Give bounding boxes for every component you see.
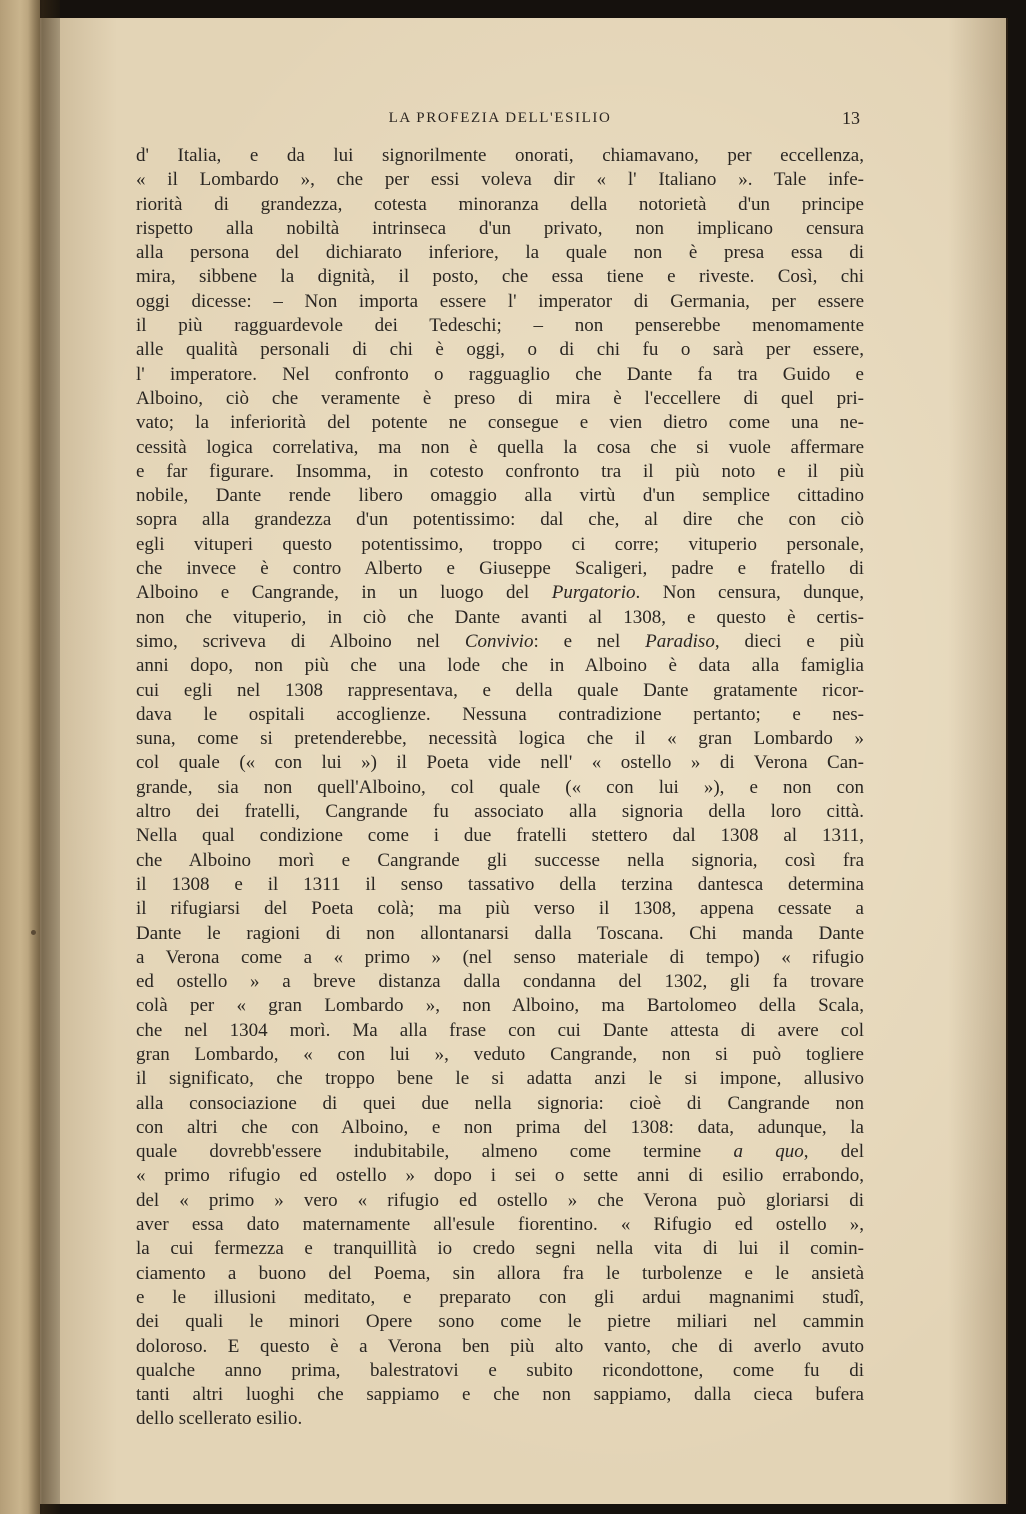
- text-line: cui egli nel 1308 rappresentava, e della quale Dante gratamente ricor-: [136, 679, 864, 701]
- text-line: con altri che con Alboino, e non prima del 1308: data, adunque, la: [136, 1116, 864, 1138]
- text-line: il 1308 e il 1311 il senso tassativo della terzina dantesca determina: [136, 873, 864, 895]
- text-line: Dante le ragioni di non allontanarsi dalla Toscana. Chi manda Dante: [136, 922, 864, 944]
- text-line: Nella qual condizione come i due fratelli stettero dal 1308 al 1311,: [136, 825, 864, 847]
- text-line: sopra alla grandezza d'un potentissimo: dal che, al dire che con ciò: [136, 509, 864, 531]
- text-line: tanti altri luoghi che sappiamo e che non sappiamo, dalla cieca bufera: [136, 1384, 864, 1406]
- text-line: Alboino e Cangrande, in un luogo del Purgatorio. Non censura, dunque,: [136, 582, 864, 604]
- text-line: suna, come si pretenderebbe, necessità logica che il « gran Lombardo »: [136, 728, 864, 750]
- italic-title: Convivio: [464, 630, 534, 652]
- text-line: alla consociazione di quei due nella signoria: cioè di Cangrande non: [136, 1092, 864, 1114]
- italic-title: Purgatorio: [551, 582, 636, 604]
- text-line: e le illusioni meditato, e preparato con gli ardui magnanimi studî,: [136, 1286, 864, 1308]
- text-line: il più ragguardevole dei Tedeschi; – non penserebbe menomamente: [136, 315, 864, 337]
- text-line: d' Italia, e da lui signorilmente onorati, chiamavano, per eccellenza,: [136, 145, 864, 166]
- text-line: anni dopo, non più che una lode che in Alboino è data alla famiglia: [136, 655, 864, 677]
- running-title: LA PROFEZIA DELL'ESILIO: [388, 110, 612, 126]
- text-line: mira, sibbene la dignità, il posto, che essa tiene e riveste. Così, chi: [136, 266, 864, 288]
- page-sheet: [40, 18, 1006, 1504]
- text-line: che Alboino morì e Cangrande gli successe nella signoria, così fra: [136, 849, 864, 871]
- text-line: vato; la inferiorità del potente ne consegue e vien dietro come una ne-: [136, 412, 864, 434]
- text-line: « il Lombardo », che per essi voleva dir « l' Italiano ». Tale infe-: [136, 169, 864, 191]
- text-line: il significato, che troppo bene le si adatta anzi le si impone, allusivo: [136, 1068, 864, 1090]
- text-line: la cui fermezza e tranquillità io credo segni nella vita di lui il comin-: [136, 1238, 864, 1260]
- text-line: quale dovrebb'essere indubitabile, almeno come termine a quo, del: [136, 1141, 864, 1163]
- text-line: colà per « gran Lombardo », non Alboino, ma Bartolomeo della Scala,: [136, 995, 864, 1017]
- text-line: aver essa dato maternamente all'esule fiorentino. « Rifugio ed ostello »,: [136, 1214, 864, 1236]
- text-line: dello scellerato esilio.: [136, 1408, 303, 1430]
- text-line: che invece è contro Alberto e Giuseppe Scaligeri, padre e fratello di: [136, 558, 864, 580]
- italic-title: Paradiso: [645, 630, 715, 652]
- text-line: egli vituperi questo potentissimo, troppo ci corre; vituperio personale,: [136, 533, 864, 555]
- text-line: nobile, Dante rende libero omaggio alla virtù d'un semplice cittadino: [136, 485, 864, 507]
- text-line: oggi dicesse: – Non importa essere l' imperator di Germania, per essere: [136, 290, 864, 312]
- text-line: grande, sia non quell'Alboino, col quale (« con lui »), e non con: [136, 776, 864, 798]
- text-line: qualche anno prima, balestratovi e subito ricondottone, come fu di: [136, 1359, 864, 1381]
- text-line: doloroso. E questo è a Verona ben più alto vanto, che di averlo avuto: [136, 1335, 864, 1357]
- text-line: e far figurare. Insomma, in cotesto confronto tra il più noto e il più: [136, 460, 864, 482]
- text-line: alla persona del dichiarato inferiore, la quale non è presa essa di: [136, 242, 864, 264]
- text-line: a Verona come a « primo » (nel senso materiale di tempo) « rifugio: [136, 946, 864, 968]
- text-line: alle qualità personali di chi è oggi, o di chi fu o sarà per essere,: [136, 339, 864, 361]
- text-line: il rifugiarsi del Poeta colà; ma più verso il 1308, appena cessate a: [136, 898, 864, 920]
- text-line: non che vituperio, in ciò che Dante avanti al 1308, e questo è certis-: [136, 606, 864, 628]
- page-number: 13: [842, 108, 860, 128]
- text-line: altro dei fratelli, Cangrande fu associato alla signoria della loro città.: [136, 801, 864, 823]
- text-line: simo, scriveva di Alboino nel Convivio: e nel Paradiso, dieci e più: [136, 630, 864, 652]
- text-line: ed ostello » a breve distanza dalla condanna del 1302, gli fa trovare: [136, 971, 864, 993]
- margin-mark: [31, 930, 36, 935]
- body-text: [136, 144, 864, 1432]
- text-line: l' imperatore. Nel confronto o ragguaglio che Dante fa tra Guido e: [136, 363, 864, 385]
- binding-gutter: [28, 0, 60, 1514]
- text-line: dava le ospitali accoglienze. Nessuna contradizione pertanto; e nes-: [136, 703, 864, 725]
- text-line: col quale (« con lui ») il Poeta vide nell' « ostello » di Verona Can-: [136, 752, 864, 774]
- text-line: « primo rifugio ed ostello » dopo i sei o sette anni di esilio errabondo,: [136, 1165, 864, 1187]
- running-head: [140, 92, 860, 140]
- italic-title: a quo: [733, 1141, 804, 1163]
- text-line: del « primo » vero « rifugio ed ostello » che Verona può gloriarsi di: [136, 1189, 864, 1211]
- text-line: riorità di grandezza, cotesta minoranza della notorietà d'un principe: [136, 193, 864, 215]
- text-line: gran Lombardo, « con lui », veduto Cangrande, non si può togliere: [136, 1043, 864, 1065]
- text-line: dei quali le minori Opere sono come le pietre miliari nel cammin: [136, 1311, 864, 1333]
- text-line: Alboino, ciò che veramente è preso di mira è l'eccellere di quel pri-: [136, 387, 864, 409]
- text-line: ciamento a buono del Poema, sin allora fra le turbolenze e le ansietà: [136, 1262, 864, 1284]
- text-line: che nel 1304 morì. Ma alla frase con cui Dante attesta di avere col: [136, 1019, 864, 1041]
- text-line: rispetto alla nobiltà intrinseca d'un privato, non implicano censura: [136, 217, 864, 239]
- text-line: cessità logica correlativa, ma non è quella la cosa che si vuole affermare: [136, 436, 864, 458]
